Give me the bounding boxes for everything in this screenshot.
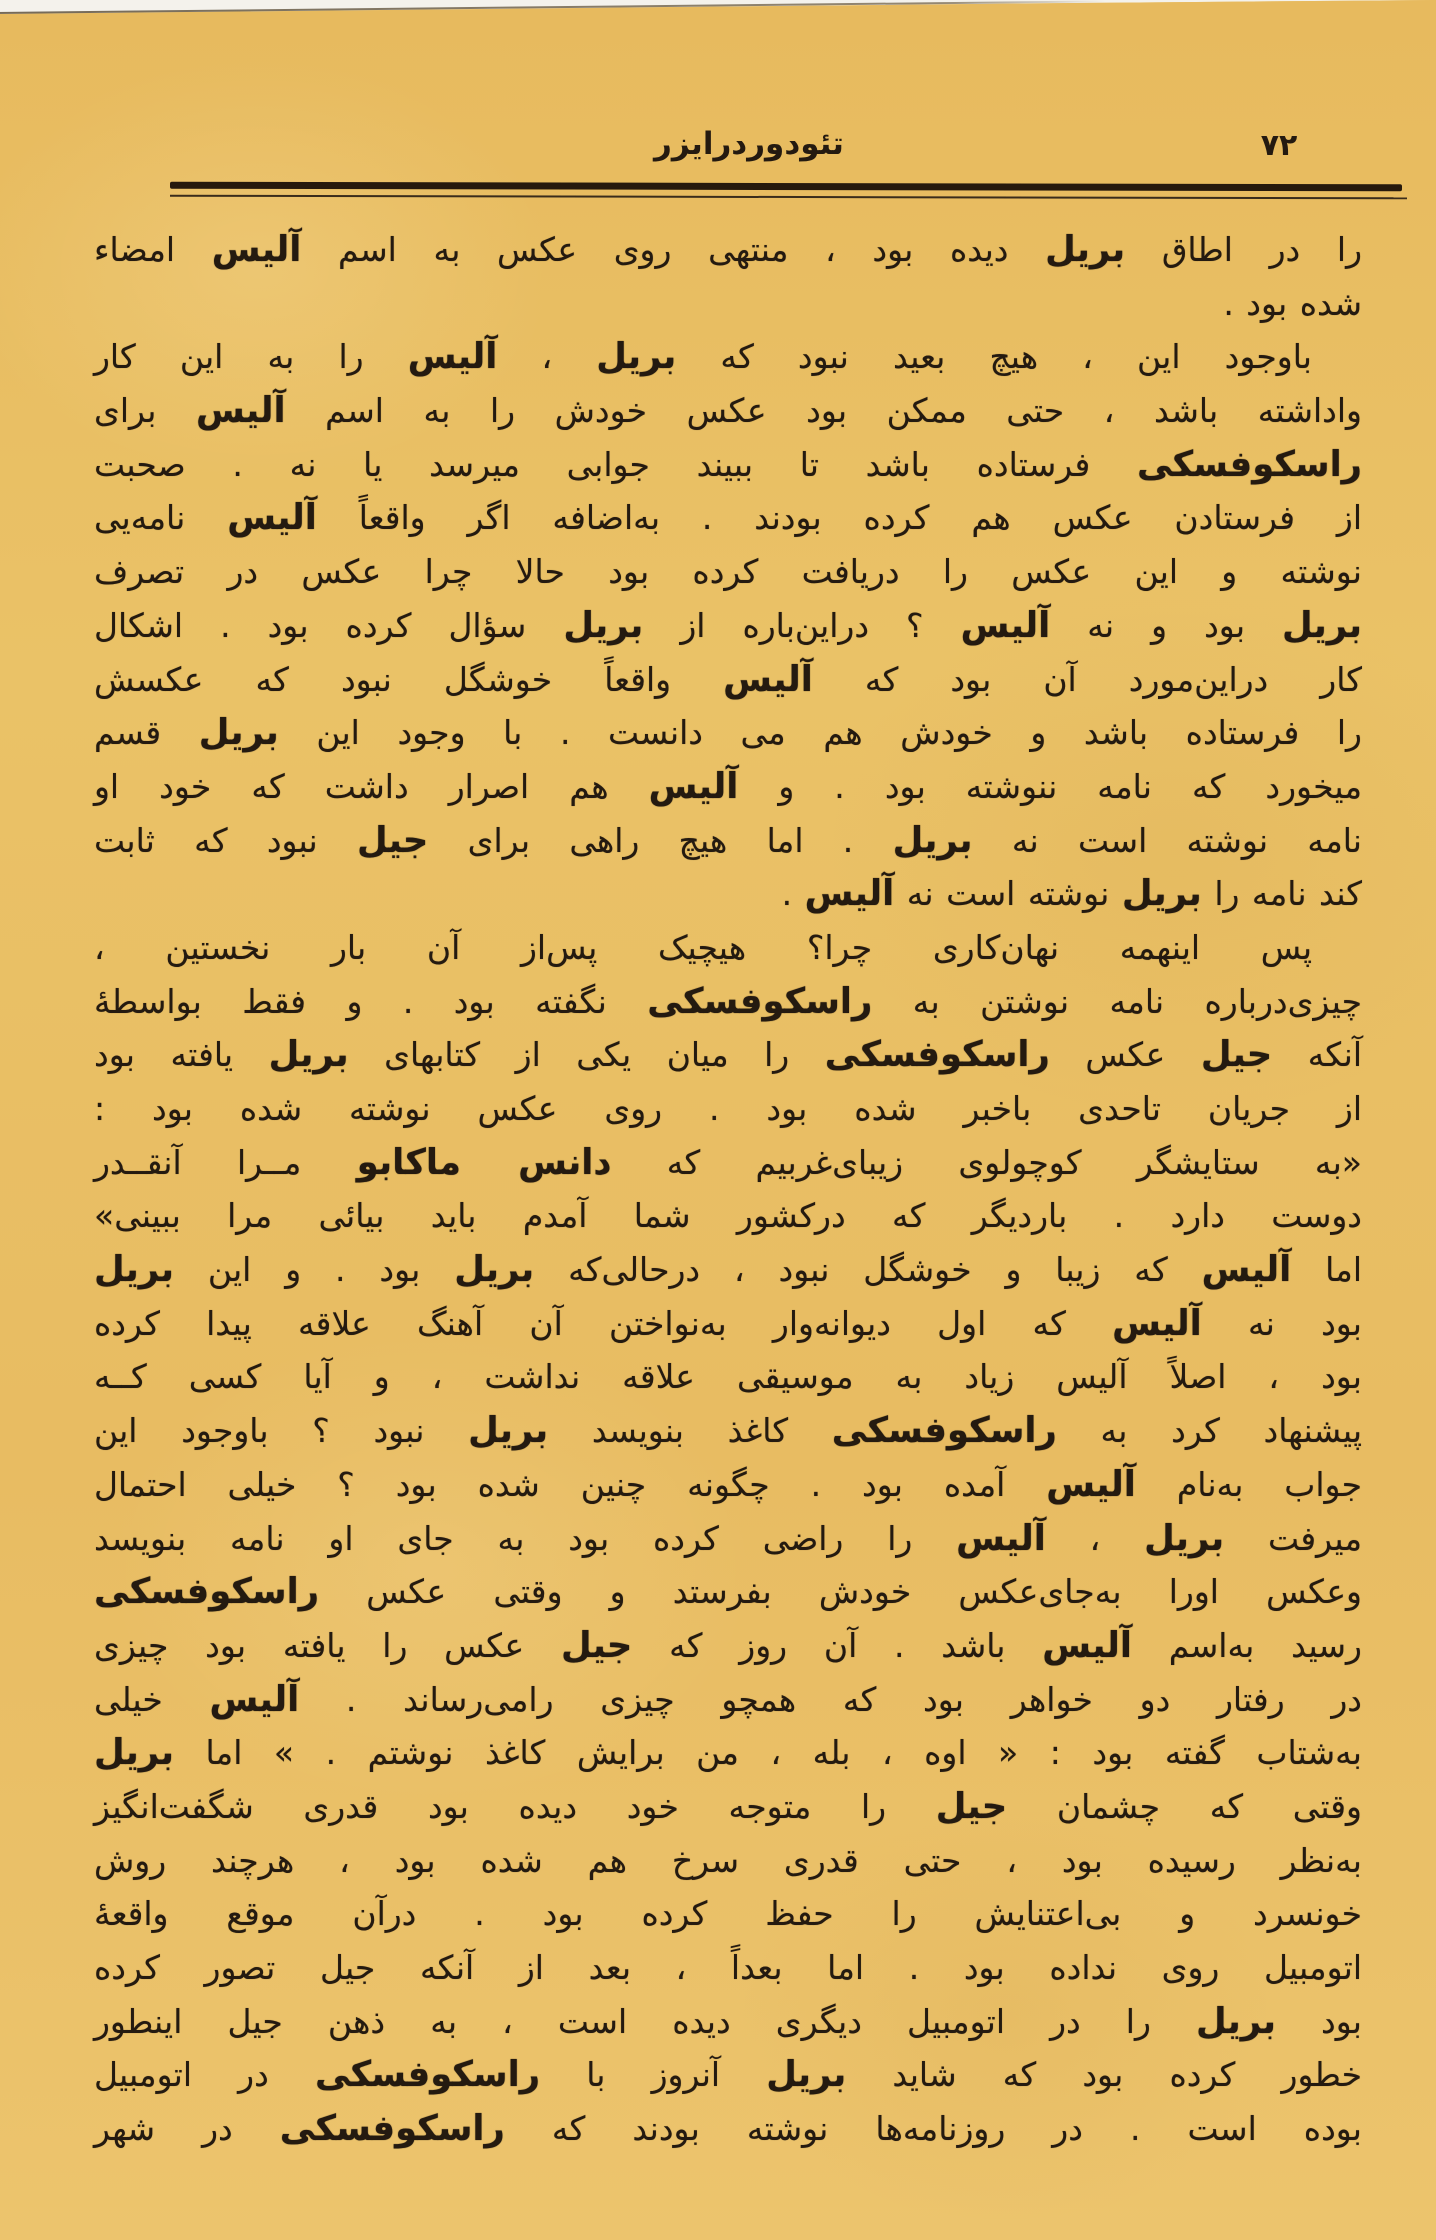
text-segment: باوجود این ، هیچ بعید نبود که xyxy=(676,337,1312,377)
text-segment: را فرستاده باشد و خودش هم می دانست . با وجود این xyxy=(278,713,1362,753)
text-line xyxy=(94,921,1362,975)
text-line xyxy=(94,1780,1362,1834)
text-line xyxy=(94,1941,1362,1995)
text-segment: در اتومبیل xyxy=(94,2055,315,2095)
text-segment: عکس xyxy=(1049,1035,1201,1075)
text-segment: باشد . آن روز که xyxy=(632,1625,1043,1665)
name-emphasis: آلیس xyxy=(960,604,1051,646)
text-line xyxy=(94,1350,1362,1404)
text-segment: واقعاً خوشگل نبود که عکسش xyxy=(94,659,724,699)
text-line xyxy=(94,384,1362,438)
text-line xyxy=(94,438,1362,492)
text-segment: اما xyxy=(1291,1250,1363,1290)
name-emphasis: آلیس xyxy=(1112,1302,1202,1344)
text-line xyxy=(94,1243,1362,1297)
body-text xyxy=(94,223,1362,2156)
text-segment: نگفته بود . و فقط بواسطهٔ xyxy=(94,981,648,1021)
text-line xyxy=(94,814,1362,868)
text-segment: . اما هیچ راهی برای xyxy=(428,820,893,860)
text-line xyxy=(94,1834,1362,1888)
text-segment: واداشته باشد ، حتی ممکن بود عکس خودش را به اسم xyxy=(285,391,1362,431)
text-segment: وقتی که چشمان xyxy=(1007,1786,1362,1826)
text-segment: پیشنهاد کرد به xyxy=(1056,1411,1363,1451)
text-line xyxy=(94,1404,1362,1458)
name-emphasis: بریل xyxy=(892,819,973,861)
text-segment: برای xyxy=(94,391,196,431)
text-line xyxy=(94,1297,1362,1351)
name-emphasis: آلیس xyxy=(723,658,813,700)
text-line xyxy=(94,1136,1362,1190)
text-segment: در رفتار دو خواهر بود که همچو چیزی رامی‌رساند . xyxy=(299,1679,1362,1719)
text-line xyxy=(94,2102,1362,2156)
text-segment: کار دراین‌مورد آن بود که xyxy=(812,659,1362,699)
text-segment: مــرا آنقــدر xyxy=(94,1142,357,1182)
text-segment: بود ، اصلاً آلیس زیاد به موسیقی علاقه نداشت ، و آیا کسی کــه xyxy=(94,1357,1362,1397)
text-line xyxy=(94,1028,1362,1082)
text-segment: نبود که ثابت xyxy=(94,820,357,860)
name-emphasis: راسکوفسکی xyxy=(1136,443,1362,485)
text-segment: کند نامه را xyxy=(1201,874,1362,914)
name-emphasis: بریل xyxy=(596,336,677,378)
text-line xyxy=(94,491,1362,545)
text-segment: بود xyxy=(1275,2001,1362,2041)
text-line xyxy=(94,1082,1362,1136)
text-segment: دوست دارد . باردیگر که درکشور شما آمدم باید بیائی مرا ببینی» xyxy=(94,1196,1362,1236)
name-emphasis: بریل xyxy=(1144,1517,1225,1559)
text-segment: شده بود . xyxy=(1223,283,1362,323)
name-emphasis: بریل xyxy=(268,1034,349,1076)
name-emphasis: بریل xyxy=(1121,873,1202,915)
name-emphasis: جیل xyxy=(357,819,429,861)
text-segment: بود و نه xyxy=(1050,605,1283,645)
text-line xyxy=(94,599,1362,653)
name-emphasis: بریل xyxy=(1282,604,1363,646)
text-segment: «به ستایشگر کوچولوی زیبای‌غربیم که xyxy=(611,1142,1362,1182)
name-emphasis: آلیس xyxy=(1201,1249,1292,1291)
text-line xyxy=(94,1995,1362,2049)
name-emphasis: راسکوفسکی xyxy=(314,2054,541,2096)
text-segment: نوشته و این عکس را دریافت کرده بود حالا چرا عکس در تصرف xyxy=(94,552,1362,592)
name-emphasis: راسکوفسکی xyxy=(279,2108,505,2150)
text-segment: خطور کرده بود که شاید xyxy=(846,2055,1362,2095)
name-emphasis: جیل xyxy=(935,1785,1008,1827)
text-line xyxy=(94,1565,1362,1619)
text-segment: میخورد که نامه ننوشته بود . و xyxy=(738,766,1362,806)
name-emphasis: بریل xyxy=(454,1249,535,1291)
name-emphasis: راسکوفسکی xyxy=(647,980,873,1022)
name-emphasis: راسکوفسکی xyxy=(831,1410,1057,1452)
text-segment: از فرستادن عکس هم کرده بودند . به‌اضافه اگر واقعاً xyxy=(316,498,1362,538)
text-segment: که اول دیوانه‌وار به‌نواختن آن آهنگ علاقه پیدا کرده xyxy=(94,1303,1113,1343)
name-emphasis: جیل xyxy=(560,1624,633,1666)
text-segment: را به این کار xyxy=(94,337,408,377)
name-emphasis: بریل xyxy=(1045,229,1126,270)
text-line xyxy=(94,867,1362,921)
name-emphasis: بریل xyxy=(1195,2000,1276,2042)
text-segment: جواب به‌نام xyxy=(1135,1464,1362,1504)
name-emphasis: آلیس xyxy=(1046,1463,1136,1505)
text-segment: ؟ دراین‌باره از xyxy=(643,605,961,645)
text-line xyxy=(94,330,1362,384)
text-segment: هم اصرار داشت که خود او xyxy=(94,766,649,806)
name-emphasis: بریل xyxy=(198,712,279,754)
text-segment: بود نه xyxy=(1201,1303,1362,1343)
text-segment: میرفت xyxy=(1224,1518,1363,1558)
name-emphasis: بریل xyxy=(766,2054,847,2096)
text-segment: پس اینهمه نهان‌کاری چرا؟ هیچیک پس‌از آن بار نخستین ، xyxy=(94,927,1312,967)
text-segment: امضاء xyxy=(94,230,212,269)
name-emphasis: آلیس xyxy=(1042,1624,1132,1666)
text-segment: نامه‌یی xyxy=(94,498,228,538)
text-segment: به‌شتاب گفته بود : « اوه ، بله ، من برایش کاغذ نوشتم . » اما xyxy=(173,1733,1362,1773)
text-segment: وعکس اورا به‌جای‌عکس خودش بفرستد و وقتی عکس xyxy=(319,1572,1362,1612)
text-segment: خونسرد و بی‌اعتنایش را حفظ کرده بود . درآن موقع واقعهٔ xyxy=(94,1894,1362,1934)
text-segment: خیلی xyxy=(94,1679,210,1719)
text-segment: آنکه xyxy=(1272,1035,1363,1075)
text-segment: را در اتومبیل دیگری دیده است ، به ذهن جیل اینطور xyxy=(94,2001,1196,2041)
text-segment: نامه نوشته است نه xyxy=(972,820,1362,860)
name-emphasis: بریل xyxy=(563,604,644,646)
text-segment: به‌نظر رسیده بود ، حتی قدری سرخ هم شده بود ، هرچند روش xyxy=(94,1840,1362,1880)
text-segment: رسید به‌اسم xyxy=(1131,1625,1362,1665)
text-segment: را میان یکی از کتابهای xyxy=(348,1035,825,1075)
text-line xyxy=(94,1726,1362,1780)
text-segment: نبود ؟ باوجود این xyxy=(94,1411,469,1451)
text-segment: عکس را یافته بود چیزی xyxy=(94,1625,561,1665)
text-line xyxy=(94,1673,1362,1727)
text-line xyxy=(94,1458,1362,1512)
text-segment: قسم xyxy=(94,713,199,753)
text-line xyxy=(94,653,1362,707)
name-emphasis: دانس ماکابو xyxy=(356,1141,612,1183)
page-number: ۷۲ xyxy=(1260,128,1298,163)
text-line xyxy=(94,545,1362,599)
text-segment: اتومبیل روی نداده بود . اما بعداً ، بعد از آنکه جیل تصور کرده xyxy=(94,1948,1362,1987)
text-segment: نوشته است نه xyxy=(894,874,1122,914)
text-segment: فرستاده باشد تا ببیند جوابی میرسد یا نه . صحبت xyxy=(94,444,1137,484)
name-emphasis: آلیس xyxy=(956,1517,1046,1559)
text-line xyxy=(94,2048,1362,2102)
text-segment: کاغذ بنویسد xyxy=(548,1411,832,1451)
text-segment: را متوجه خود دیده بود قدری شگفت‌انگیز xyxy=(94,1786,936,1826)
text-segment: چیزی‌درباره نامه نوشتن به xyxy=(872,981,1362,1021)
name-emphasis: جیل xyxy=(1200,1034,1273,1076)
text-segment: دیده بود ، منتهی روی عکس به اسم xyxy=(301,230,1046,269)
text-segment: یافته بود xyxy=(94,1035,269,1075)
name-emphasis: آلیس xyxy=(407,336,498,378)
text-line xyxy=(94,975,1362,1029)
text-line xyxy=(94,706,1362,760)
text-segment: بوده است . در روزنامه‌ها نوشته بودند که xyxy=(504,2109,1362,2149)
text-segment: آنروز با xyxy=(540,2055,767,2095)
text-segment: در شهر xyxy=(94,2109,280,2149)
text-segment: بود . و این xyxy=(173,1250,455,1290)
name-emphasis: راسکوفسکی xyxy=(94,1571,320,1613)
text-segment: از جریان تاحدی باخبر شده بود . روی عکس نوشته شده بود : xyxy=(94,1089,1362,1128)
text-segment: را در اطاق xyxy=(1125,230,1363,269)
text-segment: . xyxy=(781,874,805,914)
text-segment: سؤال کرده بود . اشکال xyxy=(94,605,564,645)
text-line xyxy=(94,1512,1362,1566)
text-line xyxy=(94,760,1362,814)
text-line xyxy=(94,1189,1362,1243)
text-segment: که زیبا و خوشگل نبود ، درحالی‌که xyxy=(534,1250,1202,1290)
name-emphasis: آلیس xyxy=(209,1678,300,1720)
text-line xyxy=(94,223,1362,277)
name-emphasis: بریل xyxy=(94,1732,174,1774)
name-emphasis: بریل xyxy=(94,1249,174,1291)
text-line xyxy=(94,1887,1362,1941)
name-emphasis: راسکوفسکی xyxy=(824,1034,1050,1076)
text-line xyxy=(94,1619,1362,1673)
text-line xyxy=(94,277,1362,331)
text-segment: آمده بود . چگونه چنین شده بود ؟ خیلی احتمال xyxy=(94,1464,1047,1504)
text-segment: ، xyxy=(497,337,597,377)
text-segment: ، xyxy=(1045,1518,1145,1558)
running-title: تئودوردرایزر xyxy=(654,126,844,162)
name-emphasis: آلیس xyxy=(227,497,317,539)
name-emphasis: بریل xyxy=(468,1410,549,1452)
name-emphasis: آلیس xyxy=(804,873,895,915)
name-emphasis: آلیس xyxy=(648,765,739,807)
text-segment: را راضی کرده بود به جای او نامه بنویسد xyxy=(94,1518,957,1558)
name-emphasis: آلیس xyxy=(211,229,302,270)
name-emphasis: آلیس xyxy=(195,390,286,432)
